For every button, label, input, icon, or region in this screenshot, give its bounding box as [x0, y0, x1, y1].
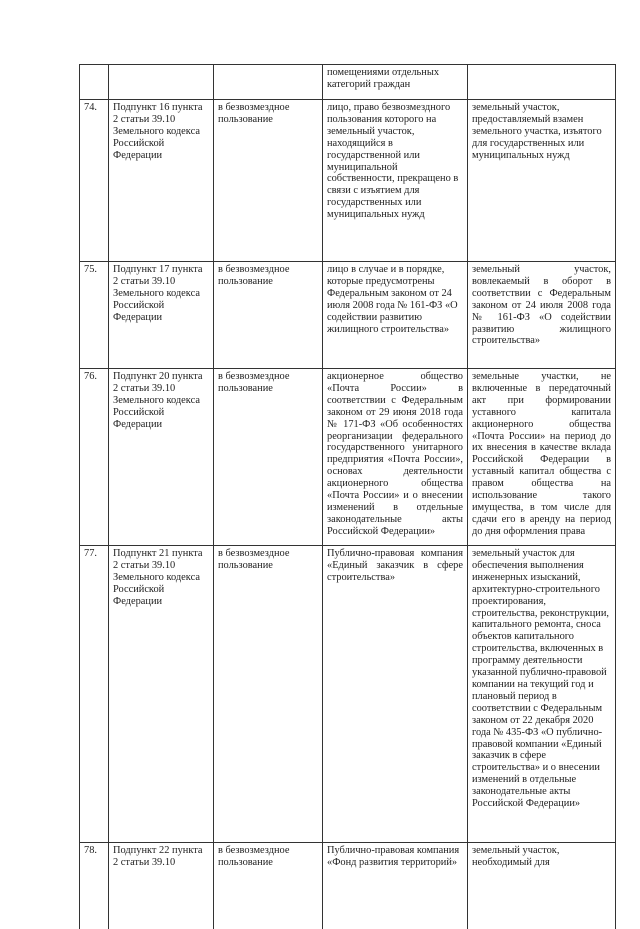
recipient-person: акционерное общество «Почта России» в соответствии с Федеральным законом от 29 июня 2018 года № 171-ФЗ «Об особенностях реорганизации федерального государственного унитарного предприятия «Почта России», основах деятельности акционерного общества «Почта России» и о внесении изменений в отдельные законодательные акты Российской Федерации» — [323, 369, 468, 546]
recipient-person: Публично-правовая компания «Единый заказчик в сфере строительства» — [323, 546, 468, 843]
provision-type: в безвозмездное пользование — [214, 369, 323, 546]
provision-type: в безвозмездное пользование — [214, 262, 323, 369]
table-row — [80, 369, 616, 546]
row-number — [80, 65, 109, 100]
legal-basis: Подпункт 16 пункта 2 статьи 39.10 Земельного кодекса Российской Федерации — [109, 100, 214, 262]
table-row — [80, 546, 616, 843]
land-plot: земельный участок, предоставляемый взамен земельного участка, изъятого для государственных или муниципальных нужд — [468, 100, 616, 262]
table-row — [80, 100, 616, 262]
table-row — [80, 65, 616, 100]
provision-type: в безвозмездное пользование — [214, 100, 323, 262]
row-number: 76. — [80, 369, 109, 546]
table-row — [80, 843, 616, 929]
legal-basis: Подпункт 22 пункта 2 статьи 39.10 — [109, 843, 214, 929]
recipient-person: лицо в случае и в порядке, которые предусмотрены Федеральным законом от 24 июля 2008 года № 161-ФЗ «О содействии развитию жилищного строительства» — [323, 262, 468, 369]
provision-type: в безвозмездное пользование — [214, 843, 323, 929]
land-plot — [468, 65, 616, 100]
land-plot: земельный участок, необходимый для — [468, 843, 616, 929]
legal-basis: Подпункт 21 пункта 2 статьи 39.10 Земельного кодекса Российской Федерации — [109, 546, 214, 843]
legal-basis: Подпункт 20 пункта 2 статьи 39.10 Земельного кодекса Российской Федерации — [109, 369, 214, 546]
land-plot: земельный участок, вовлекаемый в оборот в соответствии с Федеральным законом от 24 июля 2008 года № 161-ФЗ «О содействии развитию жилищного строительства» — [468, 262, 616, 369]
legal-basis — [109, 65, 214, 100]
land-plot: земельный участок для обеспечения выполнения инженерных изысканий, архитектурно-строительного проектирования, строительства, реконструкции, капитального ремонта, сноса объектов капитального строительства, включенных в программу деятельности указанной публично-правовой компании на текущий год и плановый период в соответствии с Федеральным законом от 22 декабря 2020 года № 435-ФЗ «О публично-правовой компании «Единый заказчик в сфере строительства» и о внесении изменений в отдельные законодательные акты Российской Федерации» — [468, 546, 616, 843]
row-number: 74. — [80, 100, 109, 262]
recipient-person: Публично-правовая компания «Фонд развития территорий» — [323, 843, 468, 929]
row-number: 77. — [80, 546, 109, 843]
table-row — [80, 262, 616, 369]
recipient-person: лицо, право безвозмездного пользования которого на земельный участок, находящийся в государственной или муниципальной собственности, прекращено в связи с изъятием для государственных или муниципальных нужд — [323, 100, 468, 262]
legal-basis: Подпункт 17 пункта 2 статьи 39.10 Земельного кодекса Российской Федерации — [109, 262, 214, 369]
row-number: 78. — [80, 843, 109, 929]
provision-type — [214, 65, 323, 100]
row-number: 75. — [80, 262, 109, 369]
land-provision-table — [79, 64, 616, 929]
recipient-person: помещениями отдельных категорий граждан — [323, 65, 468, 100]
provision-type: в безвозмездное пользование — [214, 546, 323, 843]
land-plot: земельные участки, не включенные в передаточный акт при формировании уставного капитала акционерного общества «Почта России» на период до их внесения в качестве вклада Российской Федерации в уставный капитал общества с правом общества на использование такого имущества, в том числе для сдачи его в аренду на период до дня оформления права — [468, 369, 616, 546]
